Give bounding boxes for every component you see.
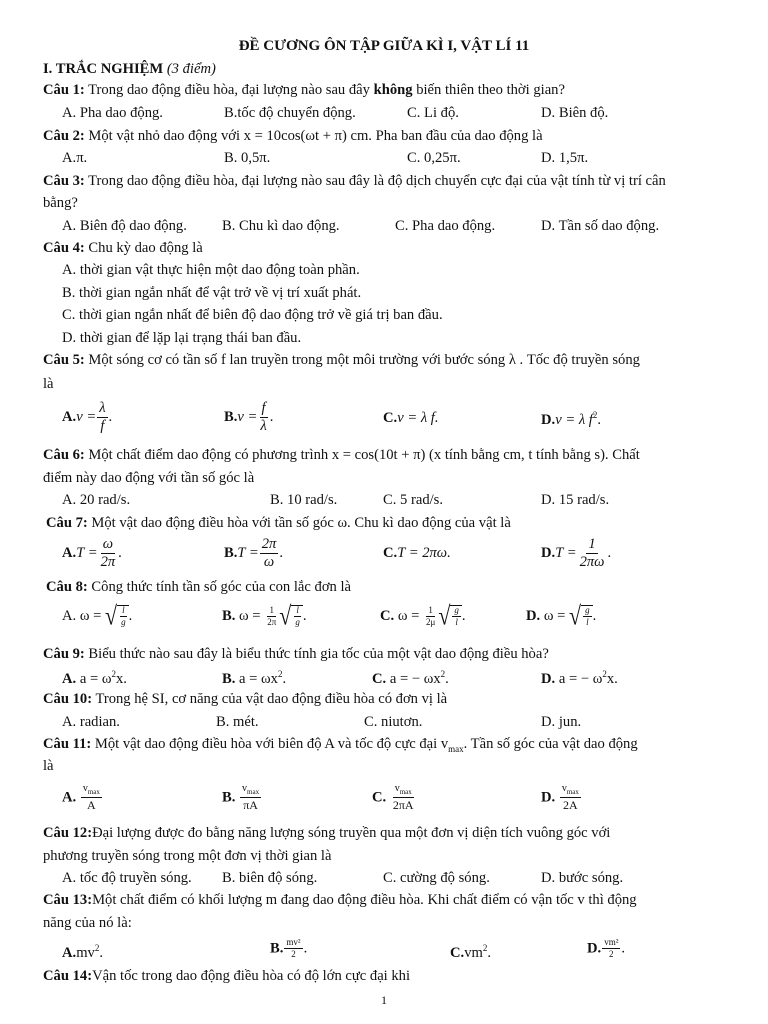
document-title: ĐỀ CƯƠNG ÔN TẬP GIỮA KÌ I, VẬT LÍ 11 [238,38,530,54]
question-8-option-b [222,600,307,631]
formula-end: . [461,607,466,624]
formula-lhs: T = [237,545,259,562]
formula-lhs: ω = [79,607,102,624]
question-number: Câu 5: [43,352,85,368]
question-number: Câu 1: [43,82,85,98]
question-10-option-c: C. niutơn. [364,714,423,730]
formula-end: . [445,670,449,687]
question-6-option-c: C. 5 rad/s. [383,492,443,508]
option-letter: A. [62,409,77,426]
question-text: Công thức tính tần số góc của con lắc đơn là [87,579,352,595]
question-11-stem [43,737,638,754]
option-letter: A. [62,545,77,562]
fraction [258,401,268,435]
question-text: Biểu thức nào sau đây là biểu thức tính gia tốc của một vật dao động điều hòa? [84,646,549,662]
formula: a = − ω [558,670,603,687]
question-9-option-d [541,670,618,686]
fraction-denominator: g [121,617,126,628]
formula-lhs: v = [237,409,258,426]
page-number: 1 [381,993,387,1007]
option-letter: D. [541,670,556,687]
option-letter: B. [222,789,236,806]
square-root: √ $\frac{g}{l}$ [438,605,462,628]
superscript: 2 [592,410,598,420]
question-14-stem [43,969,410,984]
option-letter: A. [62,789,77,806]
formula-end: . [621,940,626,957]
question-1-option-b: B.tốc độ chuyển động. [224,105,356,121]
question-12-option-c: C. cường độ sóng. [383,870,490,886]
fraction-denominator: 2π [100,554,116,571]
question-2-option-c: C. 0,25π. [407,150,461,166]
question-8-option-a [62,600,133,631]
formula: v = λ f [555,411,593,428]
formula-end: . [108,409,113,426]
question-11-option-c [372,784,417,812]
formula-lhs: ω = [397,607,420,624]
square-root: √ $\frac{l}{g}$ [279,605,303,628]
question-number: Câu 3: [43,173,85,189]
formula-end: . [592,607,597,624]
fraction-numerator: ω [101,537,115,554]
option-letter: B. [224,545,238,562]
question-3-stem [43,174,666,189]
formula-end: . [302,607,307,624]
fraction-denominator: λ [260,418,267,435]
question-10-stem [43,692,447,707]
fraction-numerator: f [260,401,268,418]
question-text: Chu kỳ dao động là [84,240,203,256]
fraction [99,537,118,571]
question-11-option-d [541,784,582,812]
formula-end: x. [115,670,127,687]
superscript: 2 [94,943,100,953]
formula-end: . [607,545,612,562]
question-number: Câu 4: [43,240,85,256]
fraction-numerator: g [452,606,461,617]
fraction-denominator: l [455,617,458,628]
option-letter: C. [383,410,398,426]
formula: mv [76,944,95,961]
question-5-stem-line2: là [43,376,54,392]
question-number: Câu 2: [43,128,85,144]
question-text: Trong dao động điều hòa, đại lượng nào sau đây [84,82,374,98]
formula-end: . [118,545,122,562]
option-letter: C. [372,789,387,806]
superscript: 2 [277,669,283,679]
question-text: Một sóng cơ có tần số f lan truyền trong một môi trường với bước sóng λ . Tốc độ truyền sóng [84,352,640,368]
square-root: √ $\frac{g}{l}$ [569,605,593,628]
formula-end: . [282,670,287,687]
question-12-option-b: B. biên độ sóng. [222,870,318,886]
formula: vm [464,944,483,961]
fraction-numerator: 1 [426,606,435,617]
question-text: Trong dao động điều hòa, đại lượng nào sau đây là độ dịch chuyển cực đại của vật tính từ vị trí cân [84,173,666,189]
option-letter: C. [450,944,465,961]
question-text: Một vật nhỏ dao động với x = 10cos(ωt + π) cm. Pha ban đầu của dao động là [84,128,543,144]
option-letter: B. [222,607,236,624]
section-heading [43,62,216,77]
question-text: . Tần số góc của vật dao động [463,736,638,752]
question-1-option-a: A. Pha dao động. [62,105,163,121]
question-number: Câu 6: [43,447,85,463]
question-6-option-b: B. 10 rad/s. [270,492,338,508]
option-letter: C. [372,670,387,687]
fraction-denominator: l [586,617,589,628]
fraction-denominator: f [100,418,105,435]
question-2-option-a: A.π. [62,150,88,166]
question-text: biến thiên theo thời gian? [412,82,565,98]
option-letter: A. [62,607,77,624]
option-letter: A. [62,670,77,687]
formula-lhs: T = [555,545,577,562]
fraction-denominator: ω [263,554,275,571]
section-label: I. TRẮC NGHIỆM [43,61,164,77]
fraction [578,537,607,571]
formula: a = ω [79,670,112,687]
question-10-option-d: D. jun. [541,714,582,730]
question-5-stem [43,353,640,368]
question-10-option-b: B. mét. [216,714,259,730]
option-letter: B. [222,670,236,687]
question-5-option-c [383,411,439,426]
question-7-option-c [383,546,451,561]
formula-lhs: v = [76,409,97,426]
question-8-stem [46,580,351,595]
question-number: Câu 13: [43,892,93,908]
superscript: 2 [482,943,488,953]
option-letter: A. [62,944,77,961]
formula-end: . [279,545,284,562]
question-8-option-d [526,600,597,631]
question-7-option-a [62,537,122,571]
fraction-numerator: g [583,606,592,617]
question-13-stem [43,893,637,908]
question-6-option-d: D. 15 rad/s. [541,492,610,508]
question-12-option-d: D. bước sóng. [541,870,624,886]
option-letter: D. [526,607,541,624]
formula: a = − ωx [389,670,441,687]
fraction-numerator: l [294,606,301,617]
question-number: Câu 9: [43,646,85,662]
question-5-option-a [62,401,112,435]
formula-end: . [597,411,602,428]
option-letter: C. [380,607,395,624]
question-text: Một vật dao động điều hòa với tần số góc ω. Chu kì dao động của vật là [87,515,511,531]
question-number: Câu 12: [43,825,93,841]
question-number: Câu 8: [46,579,88,595]
formula-end: . [128,607,133,624]
question-text: Một chất điểm dao động có phương trình x = cos(10t + π) (x tính bằng cm, t tính bằng s). Chất [84,447,640,463]
section-points: (3 điểm) [166,61,216,77]
question-3-option-b: B. Chu kì dao động. [222,218,340,234]
question-6-stem-line2: điểm này dao động với tần số góc là [43,470,255,486]
question-10-option-a: A. radian. [62,714,120,730]
question-5-option-b [224,401,273,435]
fraction-numerator: 1 [586,537,597,554]
question-3-option-c: C. Pha dao động. [395,218,496,234]
question-4-option-a: A. thời gian vật thực hiện một dao động toàn phần. [62,262,360,278]
question-4-option-c: C. thời gian ngắn nhất để biên độ dao động trở về giá trị ban đầu. [62,307,443,323]
question-4-stem [43,241,203,256]
square-root: √ $\frac{l}{g}$ [105,605,129,628]
question-1-stem [43,83,565,98]
question-4-option-b: B. thời gian ngắn nhất để vật trở về vị trí xuất phát. [62,285,362,301]
formula-end: . [269,409,274,426]
question-9-option-c [372,670,449,686]
question-12-option-a: A. tốc độ truyền sóng. [62,870,192,886]
fraction-denominator: 2 [291,949,296,960]
fraction-numerator: 1 [267,606,276,617]
formula: v = λ f. [397,410,439,426]
question-3-option-d: D. Tần số dao động. [541,218,660,234]
question-7-stem [46,516,511,531]
question-4-option-d: D. thời gian để lặp lại trạng thái ban đầu. [62,330,302,346]
option-letter: D. [541,789,556,806]
option-letter: B. [270,940,284,957]
fraction-denominator: g [295,617,300,628]
question-text: Một vật dao động điều hòa với biên độ A và tốc độ cực đại v [91,736,449,752]
formula-end: . [487,944,492,961]
fraction-numerator: 2π [260,537,279,554]
superscript: 2 [440,669,446,679]
formula-end: . [303,940,308,957]
question-2-stem [43,129,543,144]
fraction [97,401,107,435]
fraction-denominator: 2μ [426,616,436,627]
option-letter: C. [383,545,398,561]
question-6-stem [43,448,640,463]
option-letter: B. [224,409,238,426]
fraction-numerator: $v_{max}$ [240,784,261,798]
fraction-numerator: mv² [284,938,302,949]
formula-lhs: ω = [543,607,566,624]
question-1-option-d: D. Biên độ. [541,105,609,121]
question-number: Câu 11: [43,736,92,752]
fraction [260,537,279,571]
fraction-denominator: πA [243,798,258,813]
question-13-option-a [62,944,103,960]
question-12-stem [43,826,610,841]
option-letter: D. [587,940,602,957]
option-letter: D. [541,411,556,428]
fraction-denominator: 2πA [392,798,414,813]
question-7-option-d [541,537,611,571]
question-text: Một chất điểm có khối lượng m đang dao động điều hòa. Khi chất điểm có vận tốc v thì động [92,892,637,908]
formula: T = 2πω. [397,545,451,561]
question-9-option-a [62,670,127,686]
fraction-numerator: λ [97,401,107,418]
question-7-option-b [224,537,283,571]
question-13-option-b [270,938,307,960]
fraction-numerator: vm² [602,938,620,949]
question-11-stem-line2: là [43,758,54,774]
fraction-numerator: $v_{max}$ [393,784,414,798]
question-12-stem-line2: phương truyền sóng trong một đơn vị thời gian là [43,848,332,864]
question-number: Câu 10: [43,691,93,707]
question-2-option-b: B. 0,5π. [224,150,271,166]
question-1-option-c: C. Li độ. [407,105,459,121]
question-number: Câu 7: [46,515,88,531]
formula-lhs: ω = [239,607,261,624]
fraction-numerator: $v_{max}$ [560,784,581,798]
question-13-option-d [587,938,625,960]
formula-end: . [99,944,104,961]
fraction-denominator: 2A [563,798,578,813]
question-13-stem-line2: năng của nó là: [43,915,132,931]
question-6-option-a: A. 20 rad/s. [62,492,131,508]
fraction-numerator: $v_{max}$ [81,784,102,798]
question-text: Đại lượng được đo bằng năng lượng sóng truyền qua một đơn vị diện tích vuông góc với [92,825,611,841]
fraction-numerator: l [120,606,127,617]
formula: a = ωx [239,670,278,687]
fraction-denominator: 2π [267,616,277,627]
question-9-option-b [222,670,286,686]
question-11-option-b [222,784,262,812]
subscript: max [448,743,464,754]
question-3-option-a: A. Biên độ dao động. [62,218,187,234]
question-5-option-d [541,411,601,427]
question-8-option-c [380,600,466,631]
question-3-stem-line2: bằng? [43,195,78,211]
fraction-denominator: A [87,798,96,813]
superscript: 2 [111,669,116,679]
fraction-denominator: 2 [609,949,614,960]
question-13-option-c [450,944,491,960]
question-2-option-d: D. 1,5π. [541,150,589,166]
question-emphasis: không [373,82,413,98]
question-text: Trong hệ SI, cơ năng của vật dao động điều hòa có đơn vị là [92,691,448,707]
fraction-denominator: 2πω [579,554,605,571]
formula-lhs: T = [76,545,98,562]
question-text: Vận tốc trong dao động điều hòa có độ lớn cực đại khi [92,968,411,984]
option-letter: D. [541,545,556,562]
question-11-option-a [62,784,103,812]
question-9-stem [43,647,549,662]
formula-end: x. [606,670,618,687]
superscript: 2 [602,669,607,679]
question-number: Câu 14: [43,968,93,984]
